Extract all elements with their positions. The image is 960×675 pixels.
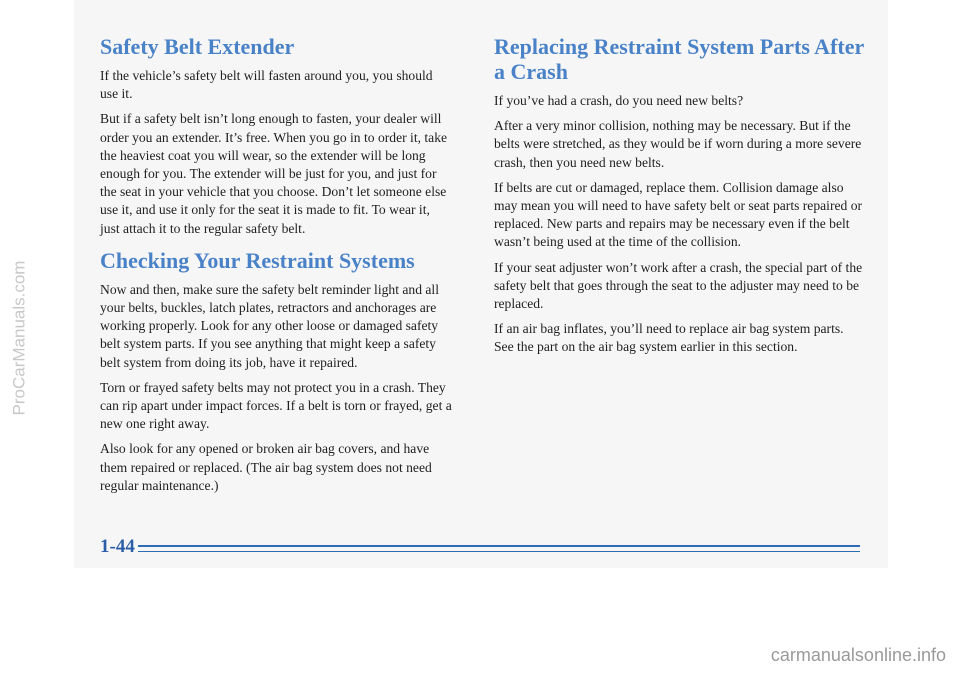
left-column [100, 34, 452, 502]
footer-rule [138, 545, 860, 547]
paragraph: If belts are cut or damaged, replace them. Collision damage also may mean you will need to have safety belt or seat parts repaired or replaced. New parts and repairs may be necessary even if the belt wasn’t being used at the time of the collision. [494, 179, 863, 250]
paragraph: Also look for any opened or broken air bag covers, and have them repaired or replaced. (The air bag system does not need regular maintenance.) [100, 441, 432, 493]
heading-checking-restraint-systems: Checking Your Restraint Systems [100, 247, 415, 273]
right-column [494, 34, 864, 364]
paragraph: If your seat adjuster won’t work after a crash, the special part of the safety belt that goes through the seat to the adjuster may need to be replaced. [494, 259, 863, 312]
paragraph: If you’ve had a crash, do you need new belts? [494, 93, 744, 108]
side-watermark [4, 0, 34, 675]
paragraph: If an air bag inflates, you’ll need to replace air bag system parts. See the part on the air bag system earlier in this section. [494, 321, 844, 355]
page-number: 1-44 [100, 536, 135, 557]
bottom-watermark: carmanualsonline.info [770, 645, 946, 665]
footer-rule-thin [138, 551, 860, 552]
paragraph: If the vehicle’s safety belt will fasten around you, you should use it. [100, 68, 433, 102]
heading-safety-belt-extender: Safety Belt Extender [100, 34, 295, 59]
side-watermark-text: ProCarManuals.com [9, 260, 29, 415]
paragraph: Now and then, make sure the safety belt reminder light and all your belts, buckles, latch plates, retractors and anchorages are working properly. Look for any other loose or damaged safety belt system parts. If you see anything that might keep a safety belt system from doing its job, have it repaired. [100, 281, 439, 370]
paragraph: After a very minor collision, nothing may be necessary. But if the belts were stretched, as they would be if worn during a more severe crash, then you need new belts. [494, 118, 862, 170]
paragraph: But if a safety belt isn’t long enough to fasten, your dealer will order you an extender. It’s free. When you go in to order it, take the heaviest coat you will wear, so the extender will be long enough for you. The extender will be just for you, and just for the seat in your vehicle that you choose. Don’t let someone else use it, and use it only for the seat it is made to fit. To wear it, just attach it to the regular safety belt. [100, 111, 448, 236]
heading-replacing-restraint-parts: Replacing Restraint System Parts After a Crash [494, 34, 864, 84]
paragraph: Torn or frayed safety belts may not protect you in a crash. They can rip apart under impact forces. If a belt is torn or frayed, get a new one right away. [100, 379, 452, 432]
